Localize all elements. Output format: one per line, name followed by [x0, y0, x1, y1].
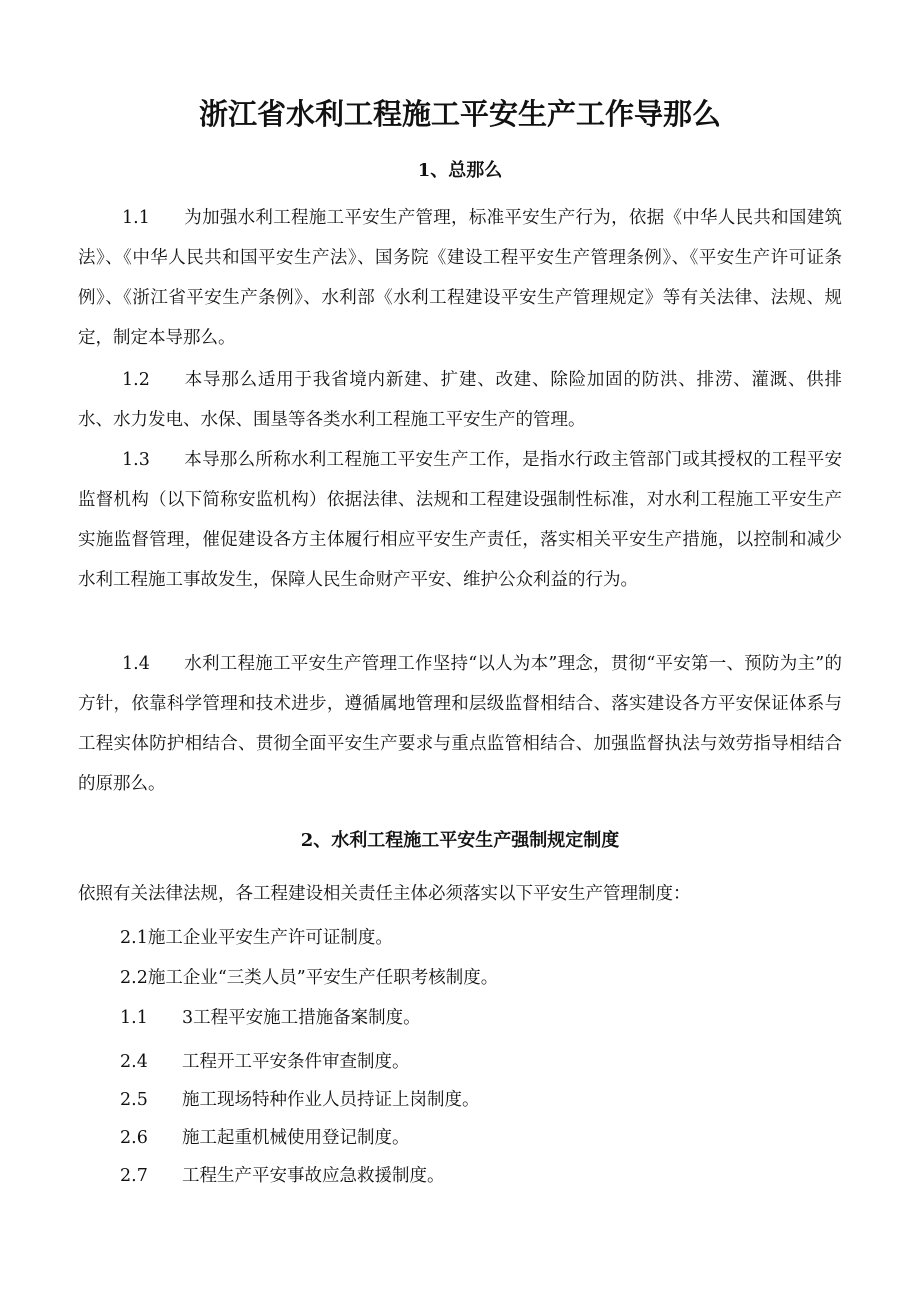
section-2-heading: 2、水利工程施工平安生产强制规定制度 [300, 830, 620, 851]
list-item-number: 1.1 [120, 1008, 148, 1028]
list-item [120, 1004, 421, 1029]
list-item-text: 施工现场特种作业人员持证上岗制度。 [182, 1090, 480, 1110]
document-title: 浙江省水利工程施工平安生产工作导那么 [198, 97, 721, 131]
paragraph-text: 本导那么所称水利工程施工平安生产工作，是指水行政主管部门或其授权的工程平安监督机构（以下简称安监机构）依据法律、法规和工程建设强制性标准，对水利工程施工平安生产实施监督管理，催促建设各方主体履行相应平安生产责任，落实相关平安生产措施，以控制和减少水利工程施工事故发生，保障人民生命财产平安、维护公众利益的行为。 [78, 450, 842, 590]
paragraph-number: 1.4 [122, 654, 150, 674]
list-item-text: 2.1施工企业平安生产许可证制度。 [120, 928, 393, 948]
paragraph-1-4 [78, 644, 842, 804]
list-item-number: 2.7 [120, 1166, 148, 1186]
list-item-text: 工程开工平安条件审查制度。 [182, 1052, 410, 1072]
list-item-number: 2.6 [120, 1128, 148, 1148]
list-item [120, 964, 498, 989]
list-item-text: 施工起重机械使用登记制度。 [182, 1128, 410, 1148]
list-item-text: 2.2施工企业“三类人员”平安生产任职考核制度。 [120, 968, 499, 988]
list-item-text: 3工程平安施工措施备案制度。 [182, 1008, 421, 1028]
list-item [120, 1124, 410, 1149]
paragraph-text: 水利工程施工平安生产管理工作坚持“以人为本”理念，贯彻“平安第一、预防为主”的方针，依靠科学管理和技术进步，遵循属地管理和层级监督相结合、落实建设各方平安保证体系与工程实体防护相结合、贯彻全面平安生产要求与重点监管相结合、加强监督执法与效劳指导相结合的原那么。 [78, 654, 842, 794]
list-item [120, 1048, 410, 1073]
paragraph-number: 1.2 [122, 370, 150, 390]
section-2-intro: 依照有关法律法规，各工程建设相关责任主体必须落实以下平安生产管理制度： [78, 884, 691, 904]
section-1-heading: 1、总那么 [417, 160, 503, 181]
paragraph-1-3 [78, 440, 842, 600]
list-item-number: 2.4 [120, 1052, 148, 1072]
list-item-number: 2.5 [120, 1090, 148, 1110]
paragraph-number: 1.1 [122, 208, 150, 228]
paragraph-text: 本导那么适用于我省境内新建、扩建、改建、除险加固的防洪、排涝、灌溉、供排水、水力发电、水保、围垦等各类水利工程施工平安生产的管理。 [78, 370, 842, 430]
list-item-text: 工程生产平安事故应急救援制度。 [182, 1166, 445, 1186]
paragraph-text: 为加强水利工程施工平安生产管理，标准平安生产行为，依据《中华人民共和国建筑法》、《中华人民共和国平安生产法》、国务院《建设工程平安生产管理条例》、《平安生产许可证条例》、《浙江省平安生产条例》、水利部《水利工程建设平安生产管理规定》等有关法律、法规、规定，制定本导那么。 [78, 208, 842, 348]
paragraph-1-1 [78, 198, 842, 358]
paragraph-1-2 [78, 360, 842, 440]
list-item [120, 924, 393, 949]
paragraph-number: 1.3 [122, 450, 150, 470]
list-item [120, 1162, 445, 1187]
list-item [120, 1086, 480, 1111]
